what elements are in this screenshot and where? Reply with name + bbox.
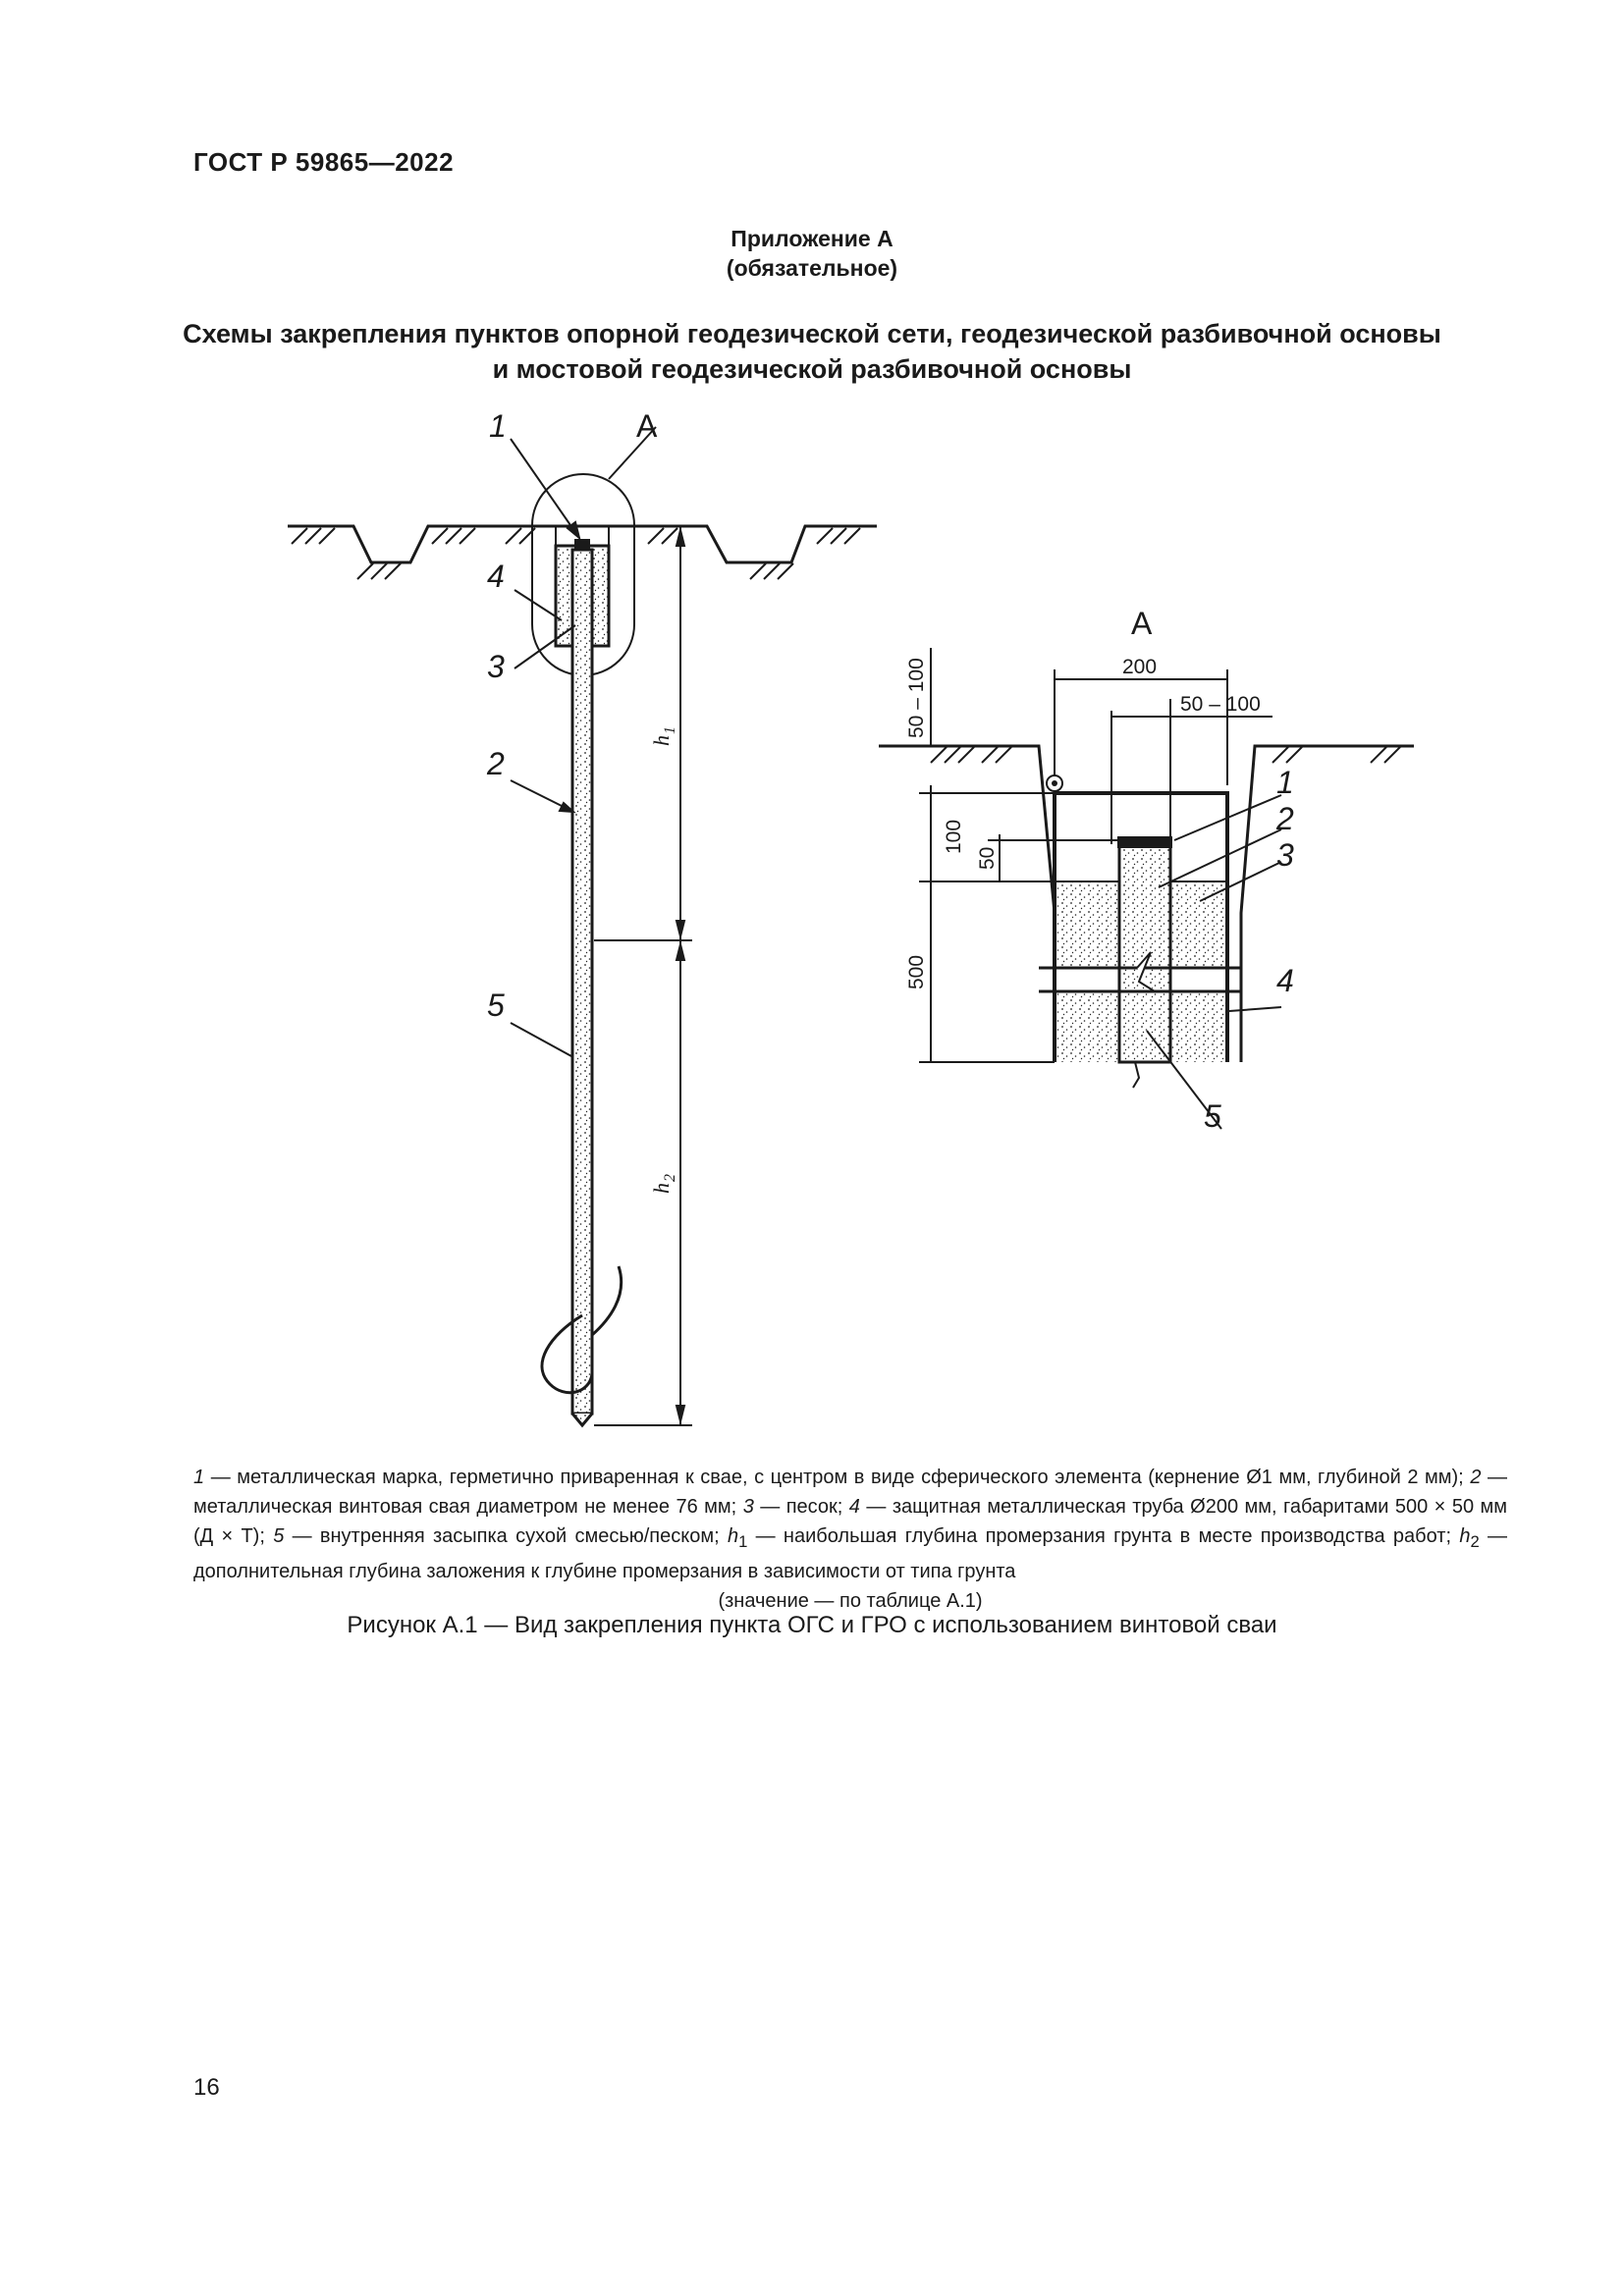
annex-heading-line2: и мостовой геодезической разбивочной основы — [492, 354, 1132, 384]
detail-title: А — [1131, 606, 1153, 641]
legend-h1-sub: 1 — [738, 1532, 748, 1551]
legend-num-2: 2 — [1470, 1467, 1482, 1488]
detail-label-1: 1 — [1276, 765, 1294, 800]
document-header: ГОСТ Р 59865—2022 — [193, 147, 455, 177]
h1-label: h — [649, 735, 674, 746]
dim-100: 100 — [943, 819, 965, 854]
legend-num-3: 3 — [742, 1496, 754, 1518]
dim-200: 200 — [1122, 656, 1158, 678]
legend-text-1: — металлическая марка, герметично приваренная к свае, с центром в виде сферического элемента (кернение Ø1 мм, глубиной 2 мм); — [204, 1467, 1471, 1488]
figure-caption: Рисунок А.1 — Вид закрепления пункта ОГС и ГРО с использованием винтовой сваи — [347, 1612, 1277, 1638]
label-5: 5 — [487, 988, 505, 1023]
depth-dimension — [594, 526, 692, 1425]
legend-num-1: 1 — [193, 1467, 205, 1488]
h2-label: h — [649, 1183, 674, 1194]
legend-text-8: (значение — по таблице А.1) — [718, 1590, 983, 1612]
h1-subscript: 1 — [662, 726, 678, 734]
detail-label-3: 3 — [1276, 837, 1294, 873]
detail-view — [879, 648, 1414, 1129]
legend-text-7: — дополнительная глубина заложения к глубине промерзания в зависимости от типа грунта — [193, 1525, 1507, 1582]
legend-text-2: — металлическая винтовая свая диаметром не менее 76 мм; — [193, 1467, 1508, 1518]
label-4: 4 — [487, 559, 505, 594]
h2-subscript: 2 — [662, 1174, 678, 1182]
annex-title: Приложение А — [731, 226, 893, 251]
dim-50-100-top: 50 – 100 — [1180, 693, 1261, 716]
legend-text-6: — наибольшая глубина промерзания грунта в месте производства работ; — [747, 1525, 1460, 1547]
legend-h2-sub: 2 — [1470, 1532, 1480, 1551]
legend-num-5: 5 — [273, 1525, 285, 1547]
legend-text-3: — песок; — [753, 1496, 849, 1518]
detail-pile — [1119, 844, 1170, 1062]
figure-legend — [193, 1463, 1507, 1616]
legend-text-4: — защитная металлическая труба Ø200 мм, габаритами 500 × 50 мм (Д × Т); — [193, 1496, 1508, 1547]
legend-num-4: 4 — [848, 1496, 860, 1518]
main-view — [288, 427, 877, 1425]
legend-text-5: — внутренняя засыпка сухой смесью/песком; — [284, 1525, 728, 1547]
detail-label-5: 5 — [1204, 1098, 1221, 1134]
annex-status: (обязательное) — [726, 255, 898, 281]
legend-h1: h — [727, 1525, 739, 1547]
label-3: 3 — [487, 649, 505, 684]
annex-heading-line1: Схемы закрепления пунктов опорной геодезической сети, геодезической разбивочной основы — [183, 319, 1441, 348]
dim-50: 50 — [976, 846, 999, 870]
label-1: 1 — [489, 408, 507, 444]
detail-label-4: 4 — [1276, 963, 1294, 998]
legend-h2: h — [1459, 1525, 1471, 1547]
dim-500: 500 — [905, 954, 928, 989]
dim-50-100-left: 50 – 100 — [905, 658, 928, 738]
label-a: А — [636, 408, 658, 444]
page-number: 16 — [193, 2074, 220, 2101]
screw-pile — [572, 550, 592, 1414]
label-2: 2 — [487, 746, 505, 781]
detail-label-2: 2 — [1276, 801, 1294, 836]
